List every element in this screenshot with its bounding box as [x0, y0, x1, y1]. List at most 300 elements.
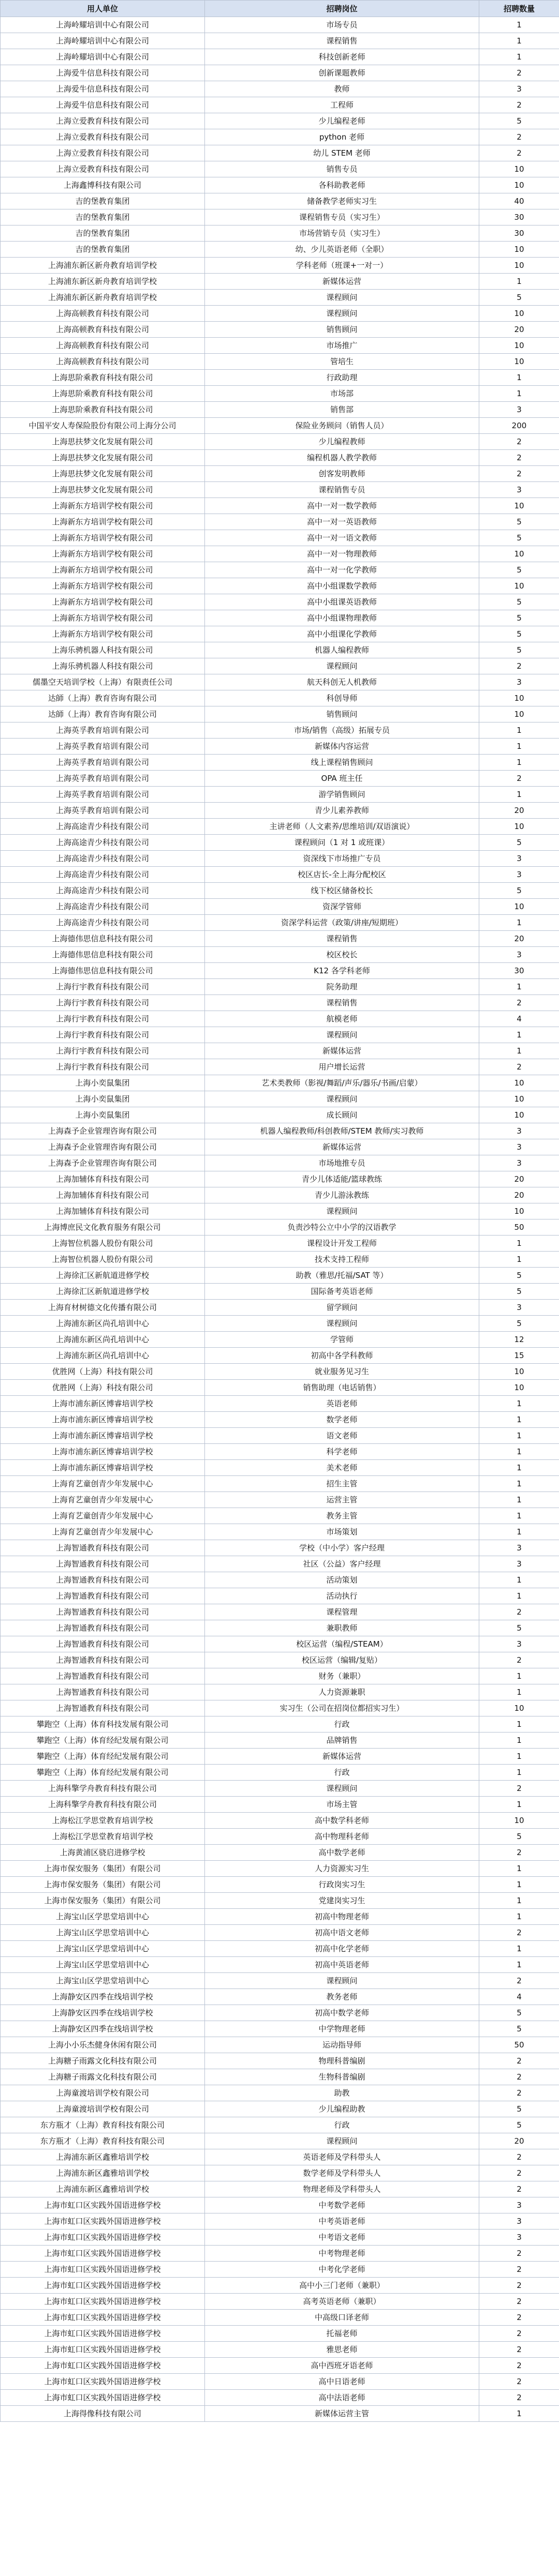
cell-employer: 上海浦东新区尚孔培训中心 [1, 1348, 205, 1364]
cell-count: 1 [479, 17, 559, 33]
cell-count: 1 [479, 1909, 559, 1925]
header-employer: 用人单位 [1, 1, 205, 17]
cell-employer: 上海英孚教育培训有限公司 [1, 787, 205, 803]
cell-employer: 上海博庶民文化教育服务有限公司 [1, 1219, 205, 1236]
cell-position: 教师 [205, 81, 479, 97]
table-row [1, 1236, 559, 1252]
cell-count: 10 [479, 161, 559, 177]
cell-count: 2 [479, 658, 559, 674]
cell-position: 新媒体运营 [205, 1139, 479, 1155]
cell-position: 课程销售 [205, 995, 479, 1011]
table-row [1, 1684, 559, 1700]
cell-count: 10 [479, 1700, 559, 1716]
table-row [1, 370, 559, 386]
cell-count: 10 [479, 498, 559, 514]
cell-position: 用户增长运营 [205, 1059, 479, 1075]
cell-employer: 上海育材树德文化传播有限公司 [1, 1300, 205, 1316]
cell-employer: 上海智位机器人股份有限公司 [1, 1252, 205, 1268]
cell-count: 2 [479, 1925, 559, 1941]
cell-employer: 上海黄浦区骁启进修学校 [1, 1845, 205, 1861]
cell-position: 资深学管师 [205, 899, 479, 915]
cell-employer: 上海加辅体育科技有限公司 [1, 1171, 205, 1187]
table-row [1, 883, 559, 899]
cell-count: 3 [479, 1139, 559, 1155]
cell-count: 5 [479, 514, 559, 530]
cell-employer: 上海静安区四季在线培训学校 [1, 2021, 205, 2037]
cell-count: 10 [479, 690, 559, 706]
cell-employer: 上海英孚教育培训有限公司 [1, 722, 205, 739]
cell-employer: 上海市虹口区实践外国语进修学校 [1, 2390, 205, 2406]
cell-count: 2 [479, 1652, 559, 1668]
table-row [1, 1556, 559, 1572]
table-row [1, 1043, 559, 1059]
cell-count: 10 [479, 1107, 559, 1123]
cell-count: 1 [479, 1252, 559, 1268]
cell-count: 50 [479, 1219, 559, 1236]
table-row [1, 787, 559, 803]
cell-position: 新媒体运营主管 [205, 2406, 479, 2422]
cell-position: 教务主管 [205, 1508, 479, 1524]
cell-count: 3 [479, 867, 559, 883]
table-row [1, 1187, 559, 1203]
table-row [1, 1877, 559, 1893]
cell-count: 2 [479, 2053, 559, 2069]
cell-count: 3 [479, 1556, 559, 1572]
cell-count: 1 [479, 1716, 559, 1733]
cell-employer: 上海高顿教育科技有限公司 [1, 306, 205, 322]
cell-count: 1 [479, 1797, 559, 1813]
cell-position: 高中一对一英语教师 [205, 514, 479, 530]
cell-employer: 上海森予企业管理咨询有限公司 [1, 1123, 205, 1139]
cell-count: 2 [479, 2262, 559, 2278]
table-row [1, 2374, 559, 2390]
cell-employer: 上海立爱教育科技有限公司 [1, 113, 205, 129]
cell-count: 1 [479, 274, 559, 290]
cell-position: 科技创新老师 [205, 49, 479, 65]
cell-position: 市场营销专员（实习生） [205, 225, 479, 242]
cell-employer: 上海立爱教育科技有限公司 [1, 161, 205, 177]
cell-employer: 上海智通教育科技有限公司 [1, 1700, 205, 1716]
cell-count: 1 [479, 755, 559, 771]
cell-count: 1 [479, 1588, 559, 1604]
table-row [1, 1989, 559, 2005]
cell-position: 课程顾问 [205, 1316, 479, 1332]
cell-count: 20 [479, 1187, 559, 1203]
table-row [1, 771, 559, 787]
cell-count: 3 [479, 2197, 559, 2213]
cell-position: 销售顾问 [205, 706, 479, 722]
cell-employer: 上海英孚教育培训有限公司 [1, 755, 205, 771]
cell-count: 5 [479, 562, 559, 578]
cell-employer: 上海岭耀培训中心有限公司 [1, 49, 205, 65]
table-row [1, 578, 559, 594]
cell-employer: 上海加辅体育科技有限公司 [1, 1203, 205, 1219]
cell-employer: 上海浦东新区尚孔培训中心 [1, 1332, 205, 1348]
cell-count: 10 [479, 258, 559, 274]
cell-position: 高中小组课化学教师 [205, 626, 479, 642]
cell-count: 10 [479, 306, 559, 322]
cell-count: 2 [479, 2165, 559, 2181]
cell-position: 校区运营（编程/STEAM） [205, 1636, 479, 1652]
cell-position: 中考化学老师 [205, 2262, 479, 2278]
cell-employer: 上海徐汇区新航道进修学校 [1, 1284, 205, 1300]
cell-employer: 上海糖子雨露文化科技有限公司 [1, 2069, 205, 2085]
cell-count: 50 [479, 2037, 559, 2053]
table-row [1, 1380, 559, 1396]
table-row [1, 1540, 559, 1556]
cell-count: 3 [479, 81, 559, 97]
cell-employer: 吉的堡教育集团 [1, 242, 205, 258]
cell-employer: 上海科擎学舟教育科技有限公司 [1, 1781, 205, 1797]
cell-position: 课程顾问 [205, 1203, 479, 1219]
table-row [1, 819, 559, 835]
table-row [1, 995, 559, 1011]
cell-employer: 上海思阶乘教育科技有限公司 [1, 386, 205, 402]
table-row [1, 1428, 559, 1444]
cell-employer: 上海智位机器人股份有限公司 [1, 1236, 205, 1252]
table-row [1, 1107, 559, 1123]
cell-employer: 上海智通教育科技有限公司 [1, 1684, 205, 1700]
cell-position: 英语老师 [205, 1396, 479, 1412]
table-row [1, 1620, 559, 1636]
cell-count: 1 [479, 1476, 559, 1492]
cell-count: 2 [479, 2342, 559, 2358]
cell-position: 留学顾问 [205, 1300, 479, 1316]
cell-count: 5 [479, 530, 559, 546]
cell-count: 30 [479, 225, 559, 242]
cell-position: 行政 [205, 1765, 479, 1781]
table-row [1, 1300, 559, 1316]
table-row [1, 258, 559, 274]
cell-employer: 上海高途青少科技有限公司 [1, 867, 205, 883]
cell-count: 200 [479, 418, 559, 434]
table-row [1, 1155, 559, 1171]
cell-position: 数学老师及学科带头人 [205, 2165, 479, 2181]
cell-count: 5 [479, 610, 559, 626]
cell-position: 工程师 [205, 97, 479, 113]
cell-employer: 上海行宇教育科技有限公司 [1, 1043, 205, 1059]
cell-position: 高中小组课数学教师 [205, 578, 479, 594]
cell-employer: 上海市虹口区实践外国语进修学校 [1, 2358, 205, 2374]
cell-employer: 上海市保安服务（集团）有限公司 [1, 1861, 205, 1877]
cell-position: 高中小组课英语教师 [205, 594, 479, 610]
cell-position: 市场策划 [205, 1524, 479, 1540]
table-row [1, 690, 559, 706]
table-row [1, 2117, 559, 2133]
cell-position: 课程销售专员（实习生） [205, 209, 479, 225]
cell-employer: 攀跑空（上海）体育经纪发展有限公司 [1, 1765, 205, 1781]
cell-employer: 上海行宇教育科技有限公司 [1, 995, 205, 1011]
cell-employer: 上海市虹口区实践外国语进修学校 [1, 2374, 205, 2390]
cell-count: 12 [479, 1332, 559, 1348]
cell-employer: 上海市虹口区实践外国语进修学校 [1, 2326, 205, 2342]
cell-position: 品牌销售 [205, 1733, 479, 1749]
cell-position: 资深学科运营（政策/讲座/短期班） [205, 915, 479, 931]
cell-count: 10 [479, 899, 559, 915]
cell-position: 课程顾问 [205, 2133, 479, 2149]
cell-employer: 上海德伟思信息科技有限公司 [1, 947, 205, 963]
table-row [1, 674, 559, 690]
cell-position: 行政助理 [205, 370, 479, 386]
cell-count: 3 [479, 1636, 559, 1652]
cell-employer: 上海新东方培训学校有限公司 [1, 546, 205, 562]
table-row [1, 963, 559, 979]
cell-employer: 上海浦东新区鑫雅培训学校 [1, 2149, 205, 2165]
cell-count: 2 [479, 434, 559, 450]
cell-count: 2 [479, 2149, 559, 2165]
table-row [1, 915, 559, 931]
cell-count: 5 [479, 626, 559, 642]
table-row [1, 1203, 559, 1219]
table-row [1, 2406, 559, 2422]
table-row [1, 1861, 559, 1877]
table-row [1, 1845, 559, 1861]
cell-count: 3 [479, 1123, 559, 1139]
cell-count: 5 [479, 113, 559, 129]
cell-position: 中高级口译老师 [205, 2310, 479, 2326]
cell-position: 就业服务见习生 [205, 1364, 479, 1380]
cell-count: 1 [479, 49, 559, 65]
cell-count: 15 [479, 1348, 559, 1364]
table-row [1, 418, 559, 434]
cell-employer: 上海市虹口区实践外国语进修学校 [1, 2262, 205, 2278]
cell-employer: 攀跑空（上海）体育科技发展有限公司 [1, 1716, 205, 1733]
cell-employer: 上海浦东新区鑫雅培训学校 [1, 2181, 205, 2197]
cell-position: 创客发明教师 [205, 466, 479, 482]
cell-position: 美术老师 [205, 1460, 479, 1476]
cell-employer: 上海育艺童创青少年发展中心 [1, 1492, 205, 1508]
cell-position: 航模老师 [205, 1011, 479, 1027]
cell-employer: 上海浦东新区新舟教育培训学校 [1, 290, 205, 306]
cell-count: 2 [479, 1845, 559, 1861]
cell-count: 2 [479, 2374, 559, 2390]
cell-count: 2 [479, 2278, 559, 2294]
cell-position: 线上课程销售顾问 [205, 755, 479, 771]
table-row [1, 1957, 559, 1973]
table-row [1, 1733, 559, 1749]
cell-position: 学科老师（班课+一对一） [205, 258, 479, 274]
table-row [1, 626, 559, 642]
cell-count: 2 [479, 1973, 559, 1989]
cell-position: 销售部 [205, 402, 479, 418]
cell-position: 艺术类教师（影视/舞蹈/声乐/器乐/书画/启蒙） [205, 1075, 479, 1091]
table-row [1, 803, 559, 819]
cell-position: 高中日语老师 [205, 2374, 479, 2390]
cell-position: 初高中语文老师 [205, 1925, 479, 1941]
cell-count: 5 [479, 2021, 559, 2037]
cell-position: 科学老师 [205, 1444, 479, 1460]
cell-position: 课程顾问 [205, 1091, 479, 1107]
cell-employer: 上海高顿教育科技有限公司 [1, 338, 205, 354]
table-row [1, 2229, 559, 2246]
cell-count: 2 [479, 995, 559, 1011]
cell-position: 高考英语老师（兼职） [205, 2294, 479, 2310]
cell-position: 助教 [205, 2085, 479, 2101]
cell-employer: 上海新东方培训学校有限公司 [1, 594, 205, 610]
cell-count: 1 [479, 1412, 559, 1428]
cell-employer: 达師（上海）教育咨询有限公司 [1, 706, 205, 722]
table-row [1, 1829, 559, 1845]
cell-count: 10 [479, 338, 559, 354]
cell-count: 30 [479, 209, 559, 225]
cell-count: 1 [479, 1428, 559, 1444]
table-row [1, 1909, 559, 1925]
cell-employer: 上海松江学思堂教育培训学校 [1, 1813, 205, 1829]
cell-employer: 上海新东方培训学校有限公司 [1, 610, 205, 626]
table-row [1, 1668, 559, 1684]
cell-count: 1 [479, 979, 559, 995]
header-position: 招聘岗位 [205, 1, 479, 17]
table-row [1, 145, 559, 161]
header-row [1, 1, 559, 17]
cell-employer: 上海智通教育科技有限公司 [1, 1556, 205, 1572]
table-row [1, 1893, 559, 1909]
cell-employer: 中国平安人寿保险股份有限公司上海分公司 [1, 418, 205, 434]
cell-count: 5 [479, 1829, 559, 1845]
cell-position: 中考语文老师 [205, 2229, 479, 2246]
cell-count: 1 [479, 386, 559, 402]
cell-position: 航天科创无人机教师 [205, 674, 479, 690]
cell-employer: 上海市虹口区实践外国语进修学校 [1, 2197, 205, 2213]
table-row [1, 1652, 559, 1668]
cell-employer: 吉的堡教育集团 [1, 193, 205, 209]
table-row [1, 2053, 559, 2069]
table-row [1, 1749, 559, 1765]
cell-position: 课程顾问（1 对 1 或班课） [205, 835, 479, 851]
cell-position: 市场部 [205, 386, 479, 402]
cell-position: 初高中化学老师 [205, 1941, 479, 1957]
table-row [1, 2101, 559, 2117]
cell-employer: 上海小奕鼠集团 [1, 1075, 205, 1091]
table-row [1, 2005, 559, 2021]
cell-position: python 老师 [205, 129, 479, 145]
cell-count: 20 [479, 803, 559, 819]
table-row [1, 1765, 559, 1781]
cell-employer: 上海科擎学舟教育科技有限公司 [1, 1797, 205, 1813]
cell-count: 2 [479, 450, 559, 466]
cell-position: 销售专员 [205, 161, 479, 177]
cell-employer: 上海高顿教育科技有限公司 [1, 354, 205, 370]
cell-employer: 上海静安区四季在线培训学校 [1, 2005, 205, 2021]
cell-count: 1 [479, 1508, 559, 1524]
table-row [1, 546, 559, 562]
cell-employer: 上海浦东新区新舟教育培训学校 [1, 258, 205, 274]
cell-count: 10 [479, 706, 559, 722]
cell-position: 运营主管 [205, 1492, 479, 1508]
cell-employer: 上海新东方培训学校有限公司 [1, 626, 205, 642]
cell-position: 校区店长-全上海分配校区 [205, 867, 479, 883]
cell-position: 实习生（公司在招岗位都招实习生） [205, 1700, 479, 1716]
cell-count: 3 [479, 2213, 559, 2229]
cell-employer: 上海徐汇区新航道进修学校 [1, 1268, 205, 1284]
cell-employer: 上海智通教育科技有限公司 [1, 1540, 205, 1556]
cell-count: 2 [479, 2358, 559, 2374]
cell-position: 高中数学老师 [205, 1845, 479, 1861]
cell-count: 2 [479, 65, 559, 81]
cell-count: 1 [479, 370, 559, 386]
table-row [1, 17, 559, 33]
cell-employer: 上海立爱教育科技有限公司 [1, 129, 205, 145]
cell-count: 5 [479, 835, 559, 851]
table-row [1, 97, 559, 113]
table-row [1, 2390, 559, 2406]
cell-count: 40 [479, 193, 559, 209]
cell-position: 新媒体内容运营 [205, 739, 479, 755]
table-row [1, 610, 559, 626]
cell-position: 科创导师 [205, 690, 479, 706]
cell-employer: 上海智通教育科技有限公司 [1, 1588, 205, 1604]
cell-count: 1 [479, 1492, 559, 1508]
cell-count: 3 [479, 402, 559, 418]
cell-position: 课程顾问 [205, 1973, 479, 1989]
table-row [1, 2165, 559, 2181]
table-row [1, 1171, 559, 1187]
table-row [1, 1973, 559, 1989]
table-row [1, 739, 559, 755]
table-row [1, 722, 559, 739]
table-row [1, 322, 559, 338]
cell-employer: 上海育艺童创青少年发展中心 [1, 1508, 205, 1524]
cell-position: 游学销售顾问 [205, 787, 479, 803]
cell-count: 4 [479, 1989, 559, 2005]
cell-employer: 上海高途青少科技有限公司 [1, 915, 205, 931]
cell-position: 课程顾问 [205, 658, 479, 674]
cell-position: 学校（中小学）客户经理 [205, 1540, 479, 1556]
cell-count: 2 [479, 1604, 559, 1620]
cell-count: 1 [479, 915, 559, 931]
table-row [1, 1059, 559, 1075]
cell-employer: 攀跑空（上海）体育经纪发展有限公司 [1, 1733, 205, 1749]
table-row [1, 899, 559, 915]
table-row [1, 2262, 559, 2278]
cell-employer: 上海高顿教育科技有限公司 [1, 322, 205, 338]
cell-position: 课程顾问 [205, 306, 479, 322]
cell-employer: 上海浦东新区鑫雅培训学校 [1, 2165, 205, 2181]
cell-employer: 上海市虹口区实践外国语进修学校 [1, 2229, 205, 2246]
cell-position: 初高中物理老师 [205, 1909, 479, 1925]
cell-position: 课程顾问 [205, 290, 479, 306]
cell-employer: 上海市保安服务（集团）有限公司 [1, 1877, 205, 1893]
cell-count: 5 [479, 642, 559, 658]
cell-count: 1 [479, 1043, 559, 1059]
table-row [1, 835, 559, 851]
cell-count: 2 [479, 2294, 559, 2310]
cell-count: 2 [479, 1781, 559, 1797]
cell-employer: 上海宝山区学思堂培训中心 [1, 1957, 205, 1973]
cell-position: 幼、少儿英语老师（全职） [205, 242, 479, 258]
cell-employer: 上海市虹口区实践外国语进修学校 [1, 2278, 205, 2294]
cell-position: 储备教学老师实习生 [205, 193, 479, 209]
cell-employer: 上海市虹口区实践外国语进修学校 [1, 2246, 205, 2262]
cell-count: 3 [479, 1155, 559, 1171]
cell-employer: 上海智通教育科技有限公司 [1, 1636, 205, 1652]
header-count: 招聘数量 [479, 1, 559, 17]
cell-employer: 攀跑空（上海）体育经纪发展有限公司 [1, 1749, 205, 1765]
table-row [1, 1508, 559, 1524]
table-row [1, 242, 559, 258]
table-row [1, 338, 559, 354]
cell-employer: 上海智通教育科技有限公司 [1, 1604, 205, 1620]
cell-count: 2 [479, 771, 559, 787]
cell-count: 1 [479, 1749, 559, 1765]
table-row [1, 1492, 559, 1508]
cell-count: 5 [479, 2005, 559, 2021]
cell-position: 中考英语老师 [205, 2213, 479, 2229]
table-row [1, 530, 559, 546]
cell-position: 行政岗实习生 [205, 1877, 479, 1893]
table-row [1, 1604, 559, 1620]
cell-count: 5 [479, 1316, 559, 1332]
